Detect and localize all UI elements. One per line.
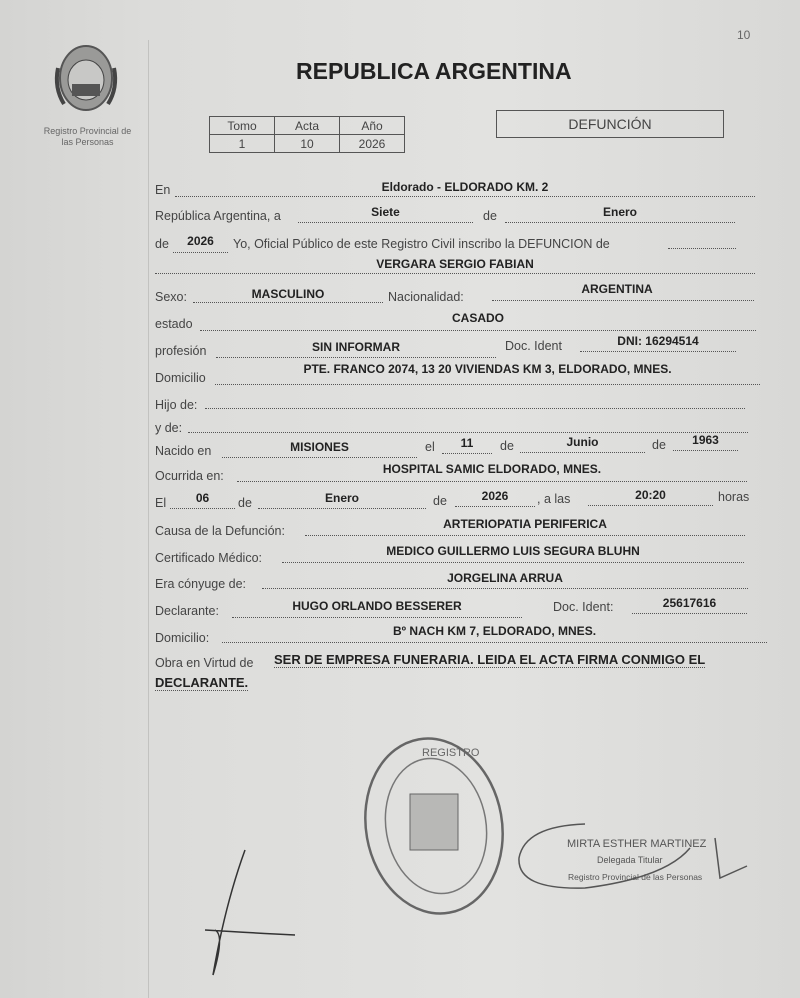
- label: Domicilio:: [155, 631, 210, 645]
- acta-value: 10: [275, 135, 340, 153]
- birth-month-value: Junio: [566, 435, 599, 449]
- label: Ocurrida en:: [155, 469, 224, 483]
- registry-name: Registro Provincial de las Personas: [43, 126, 132, 147]
- label: Sexo:: [155, 290, 187, 304]
- label: de: [238, 496, 252, 510]
- table-header: Tomo: [210, 117, 275, 135]
- label: de: [433, 494, 447, 508]
- signatory-name: MIRTA ESTHER MARTINEZ: [567, 838, 707, 850]
- label: El: [155, 496, 167, 510]
- label: de: [500, 439, 514, 453]
- death-year-value: 2026: [481, 489, 509, 503]
- label: Obra en Virtud de: [155, 656, 254, 670]
- table-header: Año: [340, 117, 405, 135]
- cause-value: ARTERIOPATIA PERIFERICA: [443, 517, 607, 531]
- label: Causa de la Defunción:: [155, 524, 285, 538]
- spouse-value: JORGELINA ARRUA: [447, 571, 563, 585]
- label: Domicilio: [155, 371, 206, 385]
- label: Nacionalidad:: [388, 290, 464, 304]
- place-value: Eldorado - ELDORADO KM. 2: [381, 180, 549, 194]
- label: de: [652, 438, 666, 452]
- day-words-value: Siete: [371, 205, 400, 219]
- birth-day-value: 11: [460, 436, 474, 450]
- signatory-org: Registro Provincial de las Personas: [568, 872, 703, 882]
- declarant-signature-icon: [195, 845, 305, 980]
- dni-value: DNI: 16294514: [617, 334, 699, 348]
- medical-certificate-value: MEDICO GUILLERMO LUIS SEGURA BLUHN: [386, 544, 640, 558]
- birthplace-value: MISIONES: [290, 440, 349, 454]
- nationality-value: ARGENTINA: [581, 282, 653, 296]
- registry-stamp-icon: [362, 734, 512, 920]
- label: estado: [155, 317, 193, 331]
- sex-value: MASCULINO: [251, 287, 325, 301]
- label: el: [425, 440, 435, 454]
- death-day-value: 06: [195, 491, 210, 505]
- tomo-value: 1: [210, 135, 275, 153]
- label: Yo, Oficial Público de este Registro Civil inscribo la DEFUNCION de: [233, 237, 610, 251]
- birth-year-value: 1963: [692, 433, 719, 447]
- label: de: [155, 237, 169, 251]
- death-place-value: HOSPITAL SAMIC ELDORADO, MNES.: [382, 462, 602, 476]
- label: Certificado Médico:: [155, 551, 262, 565]
- page-number: 10: [737, 28, 751, 42]
- label: República Argentina, a: [155, 209, 281, 223]
- label: Declarante:: [155, 604, 219, 618]
- label: Era cónyuge de:: [155, 577, 247, 591]
- label: En: [155, 183, 171, 197]
- province-coat-of-arms-icon: [50, 38, 122, 118]
- address-value: PTE. FRANCO 2074, 13 20 VIVIENDAS KM 3, ELDORADO, MNES.: [303, 362, 672, 376]
- declarant-value: HUGO ORLANDO BESSERER: [292, 599, 462, 613]
- label: , a las: [537, 492, 571, 506]
- svg-text:REGISTRO: REGISTRO: [422, 747, 480, 759]
- margin-line: [148, 40, 149, 998]
- profession-value: SIN INFORMAR: [312, 340, 400, 354]
- label: Nacido en: [155, 444, 212, 458]
- anio-value: 2026: [340, 135, 405, 153]
- label: Hijo de:: [155, 398, 198, 412]
- year-value: 2026: [187, 234, 214, 248]
- record-table: [209, 116, 405, 153]
- signatory-role: Delegada Titular: [597, 855, 663, 865]
- label: Doc. Ident: [505, 339, 562, 353]
- death-month-value: Enero: [324, 491, 359, 505]
- label: profesión: [155, 344, 207, 358]
- label: y de:: [155, 421, 183, 435]
- declarant-address-value: Bº NACH KM 7, ELDORADO, MNES.: [392, 624, 597, 638]
- remarks-line1: SER DE EMPRESA FUNERARIA. LEIDA EL ACTA FIRMA CONMIGO EL: [274, 652, 706, 667]
- declarant-doc-value: 25617616: [662, 596, 717, 610]
- month-value: Enero: [602, 205, 637, 219]
- table-header: Acta: [275, 117, 340, 135]
- remarks-line2: DECLARANTE.: [155, 675, 249, 690]
- act-type-box: DEFUNCIÓN: [496, 110, 724, 138]
- label: horas: [718, 490, 750, 504]
- marital-status-value: CASADO: [451, 311, 504, 325]
- death-time-value: 20:20: [635, 488, 666, 502]
- label: Doc. Ident:: [553, 600, 614, 614]
- deceased-name-value: VERGARA SERGIO FABIAN: [376, 257, 534, 271]
- page-title: REPUBLICA ARGENTINA: [296, 58, 572, 84]
- label: de: [483, 209, 497, 223]
